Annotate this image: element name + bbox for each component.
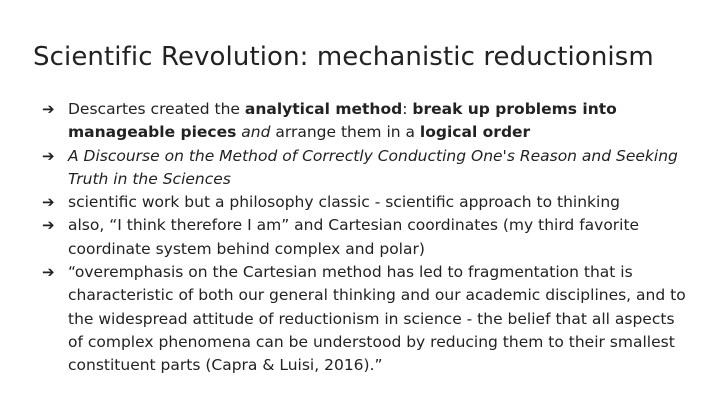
arrow-right-icon: ➔ [42,193,55,212]
bullet-text: Descartes created the [68,100,245,118]
arrow-right-icon: ➔ [42,216,55,235]
arrow-right-icon: ➔ [42,263,55,282]
bullet-text: also, “I think therefore I am” and Cartesian coordinates (my third favorite coordinate system behind complex and polar) [68,216,640,258]
bullet-item [42,261,692,377]
bullet-text: arrange them in a [270,123,420,142]
bullet-item [42,191,692,214]
bullet-list [42,98,692,378]
arrow-right-icon: ➔ [42,100,55,118]
bold-text: analytical method [244,100,403,118]
quote-text: “overemphasis on the Cartesian method has led to fragmentation that is characteristic of both our general thinking and our academic disciplines, and to the widespread attitude of reductionism in science - the belief that all aspects of complex phenomena can be understood by reducing them to their smallest constituent parts (Capra & Luisi, 2016).” [68,263,686,375]
bullet-item [42,145,692,192]
bullet-item [42,98,692,145]
slide-title: Scientific Revolution: mechanistic reductionism [33,42,654,72]
bold-text: break up problems into manageable pieces [68,100,617,142]
bullet-text: : [402,100,413,118]
bullet-item [42,214,692,261]
italic-text: and [241,123,271,142]
arrow-right-icon: ➔ [42,146,55,165]
bold-text: logical order [419,123,531,142]
bullet-text: scientific work but a philosophy classic - scientific approach to thinking [68,193,621,212]
book-title-text: A Discourse on the Method of Correctly Conducting One's Reason and Seeking Truth in the Sciences [68,146,678,188]
